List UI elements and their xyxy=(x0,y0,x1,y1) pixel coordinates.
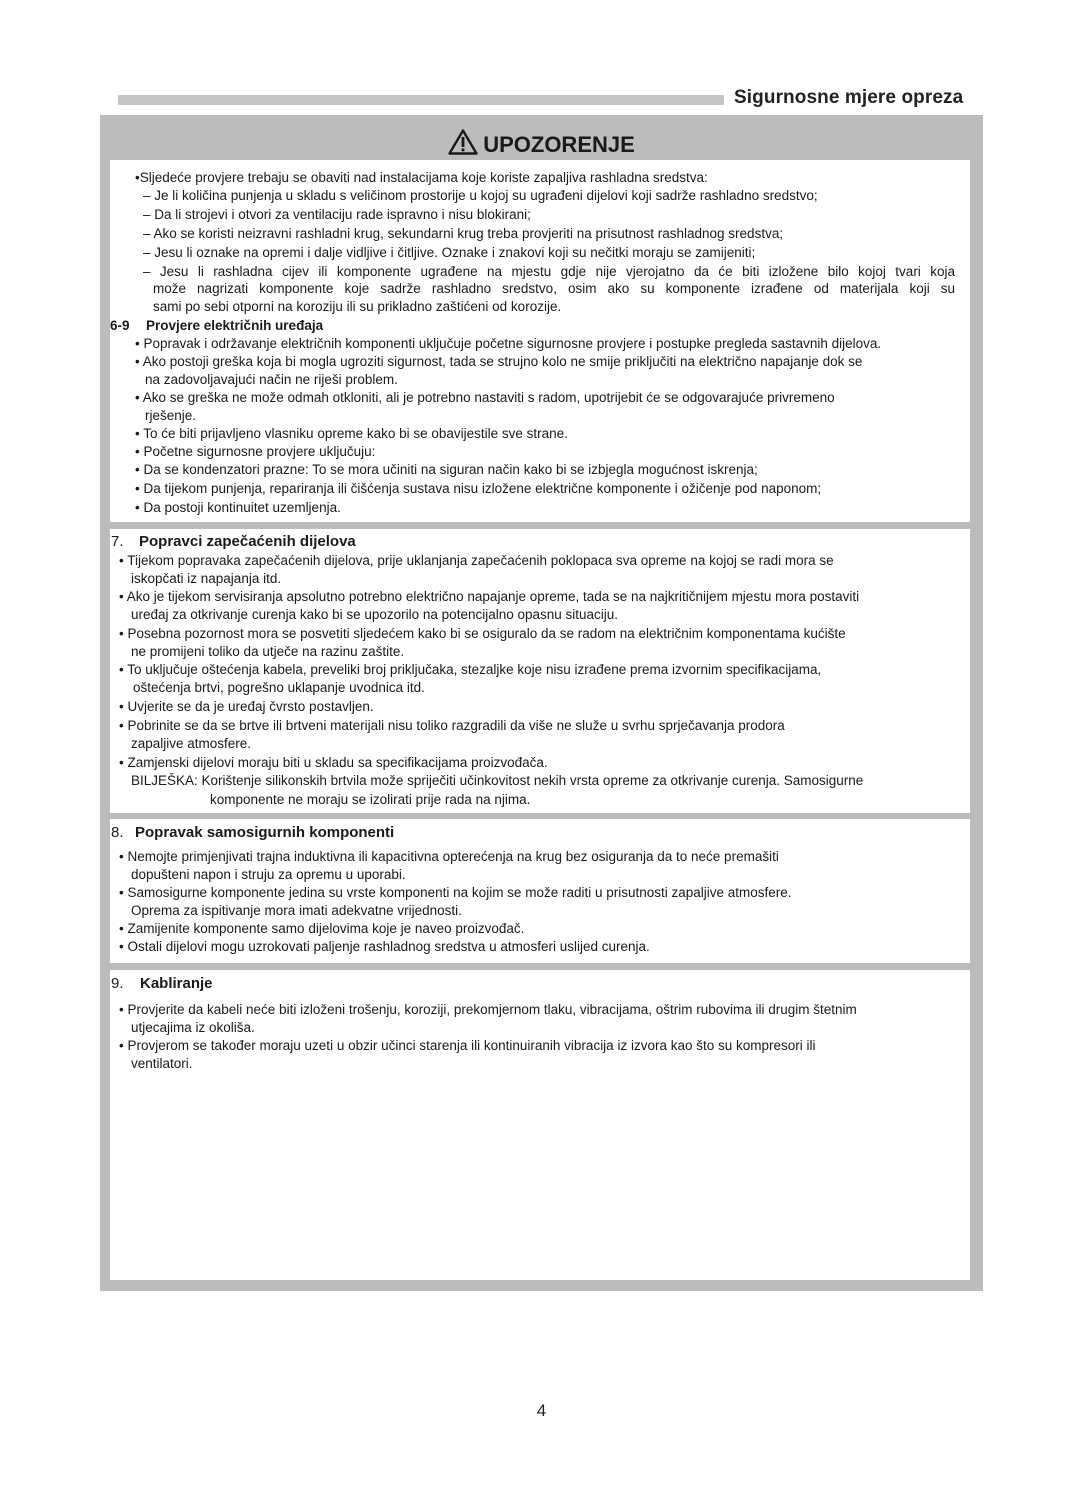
section-7-heading xyxy=(111,533,356,550)
checks-line: – Jesu li rashladna cijev ili komponente ugrađene na mjestu gdje nije vjerojatno da će biti izložene bilo kojoj tvari koja xyxy=(143,264,955,279)
section-8-heading xyxy=(111,824,394,841)
section-8-line: dopušteni napon i struju za opremu u uporabi. xyxy=(131,867,406,882)
checks-intro: •Sljedeće provjere trebaju se obaviti nad instalacijama koje koriste zapaljiva rashladna sredstva: xyxy=(135,170,708,185)
section-9-line: • Provjerom se također moraju uzeti u obzir učinci starenja ili kontinuiranih vibracija iz izvora kao što su kompresori ili xyxy=(119,1038,816,1053)
section-6-9-line: na zadovoljavajući način ne riješi problem. xyxy=(145,372,398,387)
panel-section-7 xyxy=(110,529,970,813)
checks-line: – Jesu li oznake na opremi i dalje vidljive i čitljive. Oznake i znakovi koji su nečitki moraju se zamijeniti; xyxy=(143,245,756,260)
section-8-number: 8. xyxy=(111,824,124,841)
warning-title: UPOZORENJE xyxy=(483,132,635,157)
section-9-line: ventilatori. xyxy=(131,1056,193,1071)
section-9-title: Kabliranje xyxy=(140,975,213,992)
section-7-note: komponente ne moraju se izolirati prije rada na njima. xyxy=(210,792,531,807)
warning-frame xyxy=(100,115,983,1291)
section-7-number: 7. xyxy=(111,533,124,550)
section-7-title: Popravci zapečaćenih dijelova xyxy=(139,533,356,550)
section-6-9-line: • To će biti prijavljeno vlasniku opreme kako bi se obavijestile sve strane. xyxy=(135,426,568,441)
section-7-line: • To uključuje oštećenja kabela, preveliki broj priključaka, stezaljke koje nisu izrađene prema izvornim specifikacijama, xyxy=(119,662,822,677)
warning-triangle-icon xyxy=(448,129,478,155)
panel-checks xyxy=(110,160,970,522)
panel-section-9 xyxy=(110,970,970,1280)
section-8-title: Popravak samosigurnih komponenti xyxy=(135,824,395,841)
section-6-9-line: rješenje. xyxy=(145,408,197,423)
section-6-9-line: • Da tijekom punjenja, repariranja ili čišćenja sustava nisu izložene električne komponente i ožičenje pod naponom; xyxy=(135,481,822,496)
section-7-line: oštećenja brtvi, pogrešno uklapanje uvodnica itd. xyxy=(133,680,425,695)
section-9-heading xyxy=(111,975,213,992)
section-6-9-line: • Početne sigurnosne provjere uključuju: xyxy=(135,444,376,459)
checks-line: sami po sebi otporni na koroziju ili su prikladno zaštićeni od korozije. xyxy=(153,299,562,314)
panel-section-8 xyxy=(110,819,970,963)
section-7-line: • Posebna pozornost mora se posvetiti sljedećem kako bi se osiguralo da se radom na električnim komponentama kućište xyxy=(119,626,846,641)
warning-heading xyxy=(100,129,983,158)
page-header-title: Sigurnosne mjere opreza xyxy=(734,87,964,108)
section-7-line: iskopčati iz napajanja itd. xyxy=(131,571,282,586)
section-6-9-number: 6-9 xyxy=(110,318,130,333)
section-6-9-line: • Da postoji kontinuitet uzemljenja. xyxy=(135,500,341,515)
section-7-line: zapaljive atmosfere. xyxy=(131,736,252,751)
checks-line: može nagrizati komponente koje sadrže rashladno sredstvo, osim ako su komponente izrađene od materijala koji su xyxy=(153,281,955,296)
section-9-line: utjecajima iz okoliša. xyxy=(131,1020,255,1035)
section-6-9-line: • Ako se greška ne može odmah otkloniti, ali je potrebno nastaviti s radom, upotrijebit će se odgovarajuće privremeno xyxy=(135,390,835,405)
section-9-number: 9. xyxy=(111,975,124,992)
section-6-9-line: • Popravak i održavanje električnih komponenti uključuje početne sigurnosne provjere i postupke pregleda sastavnih dijelova. xyxy=(135,336,882,351)
section-7-line: uređaj za otkrivanje curenja kako bi se upozorilo na potencijalno opasnu situaciju. xyxy=(131,607,619,622)
section-6-9-line: • Ako postoji greška koja bi mogla ugroziti sigurnost, tada se strujno kolo ne smije priključiti na električno napajanje dok se xyxy=(135,354,863,369)
checks-line: – Je li količina punjenja u skladu s veličinom prostorije u kojoj su ugrađeni dijelovi koji sadrže rashladno sredstvo; xyxy=(143,188,818,203)
header-bar xyxy=(118,95,724,105)
section-6-9-line: • Da se kondenzatori prazne: To se mora učiniti na siguran način kako bi se izbjegla mogućnost iskrenja; xyxy=(135,462,758,477)
checks-line: – Ako se koristi neizravni rashladni krug, sekundarni krug treba provjeriti na prisutnost rashladnog sredstva; xyxy=(143,226,784,241)
section-8-line: Oprema za ispitivanje mora imati adekvatne vrijednosti. xyxy=(131,903,462,918)
section-7-line: • Pobrinite se da se brtve ili brtveni materijali nisu toliko razgradili da više ne služe u svrhu sprječavanja prodora xyxy=(119,718,785,733)
section-6-9-title: Provjere električnih uređaja xyxy=(146,318,324,333)
section-7-line: • Zamjenski dijelovi moraju biti u skladu sa specifikacijama proizvođača. xyxy=(119,755,548,770)
page-number: 4 xyxy=(536,1401,547,1420)
section-7-line: ne promijeni toliko da utječe na razinu zaštite. xyxy=(131,644,405,659)
section-7-note: BILJEŠKA: Korištenje silikonskih brtvila može spriječiti učinkovitost nekih vrsta opreme za otkrivanje curenja. Samosigurne xyxy=(131,773,864,788)
section-7-line: • Uvjerite se da je uređaj čvrsto postavljen. xyxy=(119,699,374,714)
section-8-line: • Ostali dijelovi mogu uzrokovati paljenje rashladnog sredstva u atmosferi uslijed curenja. xyxy=(119,939,650,954)
section-7-line: • Tijekom popravaka zapečaćenih dijelova, prije uklanjanja zapečaćenih poklopaca sva opreme na kojoj se radi mora se xyxy=(119,553,834,568)
section-8-line: • Samosigurne komponente jedina su vrste komponenti na kojim se može raditi u prisutnosti zapaljive atmosfere. xyxy=(119,885,792,900)
checks-line: – Da li strojevi i otvori za ventilaciju rade ispravno i nisu blokirani; xyxy=(143,207,531,222)
section-9-line: • Provjerite da kabeli neće biti izloženi trošenju, koroziji, prekomjernom tlaku, vibracijama, oštrim rubovima ili drugim štetnim xyxy=(119,1002,857,1017)
section-8-line: • Zamijenite komponente samo dijelovima koje je naveo proizvođač. xyxy=(119,921,525,936)
section-8-line: • Nemojte primjenjivati trajna induktivna ili kapacitivna opterećenja na krug bez osiguranja da to neće premašiti xyxy=(119,849,779,864)
section-7-line: • Ako je tijekom servisiranja apsolutno potrebno električno napajanje opreme, tada se na najkritičnijem mjestu mora postaviti xyxy=(119,589,860,604)
